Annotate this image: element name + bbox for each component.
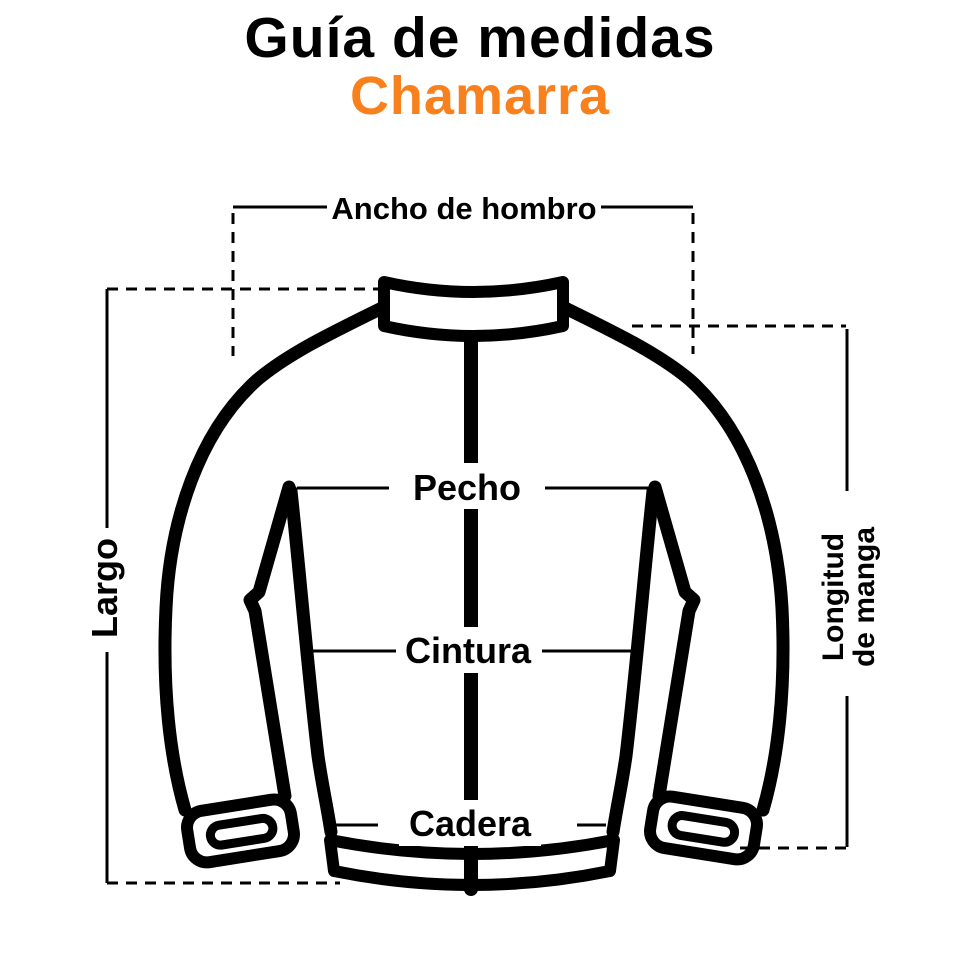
waist-label: Cintura: [405, 630, 531, 671]
jacket-right-body-side: [613, 491, 653, 832]
shoulder-width-label: Ancho de hombro: [331, 191, 597, 226]
sleeve-length-label-line2: de manga: [848, 526, 881, 668]
length-label: Largo: [84, 537, 125, 639]
length-label-group: [84, 538, 125, 638]
jacket-right-cuff: [648, 794, 760, 862]
hip-label: Cadera: [408, 803, 532, 844]
sleeve-length-label-line1: Longitud: [817, 532, 850, 662]
jacket-left-sleeve-seam: [250, 487, 289, 796]
chest-label: Pecho: [412, 467, 522, 508]
jacket-left-cuff: [185, 797, 297, 865]
jacket-collar: [384, 282, 563, 336]
title-line2: Chamarra: [349, 66, 611, 127]
sleeve-length-label-group: [817, 527, 881, 667]
jacket-outline: [165, 282, 783, 889]
jacket-right-sleeve-seam: [655, 487, 694, 796]
jacket-left-body-side: [291, 491, 331, 832]
title-line1: Guía de medidas: [244, 6, 716, 70]
